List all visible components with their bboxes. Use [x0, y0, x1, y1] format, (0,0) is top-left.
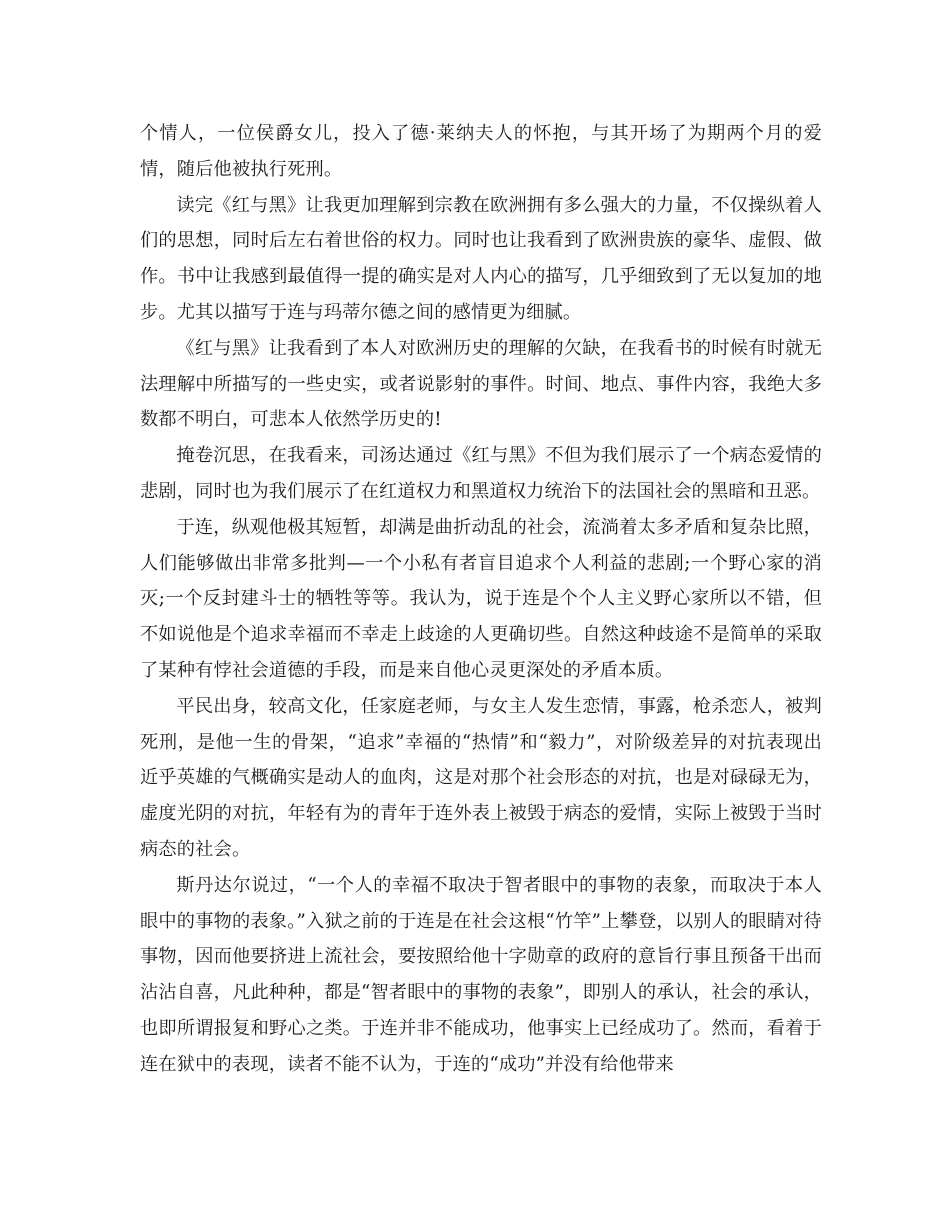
paragraph: 《红与黑》让我看到了本人对欧洲历史的理解的欠缺，在我看书的时候有时就无法理解中所描写的一些史实，或者说影射的事件。时间、地点、事件内容，我绝大多数都不明白，可悲本人依然学历史的!: [140, 337, 822, 431]
paragraph: 斯丹达尔说过，“一个人的幸福不取决于智者眼中的事物的表象，而取决于本人眼中的事物的表象。”入狱之前的于连是在社会这根“竹竿”上攀登，以别人的眼睛对待事物，因而他要挤进上流社会，要按照给他十字勋章的政府的意旨行事且预备干出而沾沾自喜，凡此种种，都是“智者眼中的事物的表象”，即别人的承认，社会的承认，也即所谓报复和野心之类。于连并非不能成功，他事实上已经成功了。然而，看着于连在狱中的表现，读者不能不认为，于连的“成功”并没有给他带来: [140, 874, 822, 1075]
document-body: [140, 116, 822, 1083]
paragraph: 于连，纵观他极其短暂，却满是曲折动乱的社会，流淌着太多矛盾和复杂比照，人们能够做出非常多批判—一个小私有者盲目追求个人利益的悲剧;一个野心家的消灭;一个反封建斗士的牺牲等等。我认为，说于连是个个人主义野心家所以不错，但不如说他是个追求幸福而不幸走上歧途的人更确切些。自然这种歧途不是简单的采取了某种有悖社会道德的手段，而是来自他心灵更深处的矛盾本质。: [140, 516, 822, 681]
paragraph: 掩卷沉思，在我看来，司汤达通过《红与黑》不但为我们展示了一个病态爱情的悲剧，同时也为我们展示了在红道权力和黑道权力统治下的法国社会的黑暗和丑恶。: [140, 445, 822, 502]
paragraph: 平民出身，较高文化，任家庭老师，与女主人发生恋情，事露，枪杀恋人，被判死刑，是他一生的骨架，“追求”幸福的“热情”和“毅力”，对阶级差异的对抗表现出近乎英雄的气概确实是动人的血肉，这是对那个社会形态的对抗，也是对碌碌无为，虚度光阴的对抗，年轻有为的青年于连外表上被毁于病态的爱情，实际上被毁于当时病态的社会。: [140, 695, 822, 860]
paragraph-continuation: 个情人，一位侯爵女儿，投入了德·莱纳夫人的怀抱，与其开场了为期两个月的爱情，随后他被执行死刑。: [140, 123, 822, 180]
paragraph: 读完《红与黑》让我更加理解到宗教在欧洲拥有多么强大的力量，不仅操纵着人们的思想，同时后左右着世俗的权力。同时也让我看到了欧洲贵族的豪华、虚假、做作。书中让我感到最值得一提的确实是对人内心的描写，几乎细致到了无以复加的地步。尤其以描写于连与玛蒂尔德之间的感情更为细腻。: [140, 194, 822, 323]
